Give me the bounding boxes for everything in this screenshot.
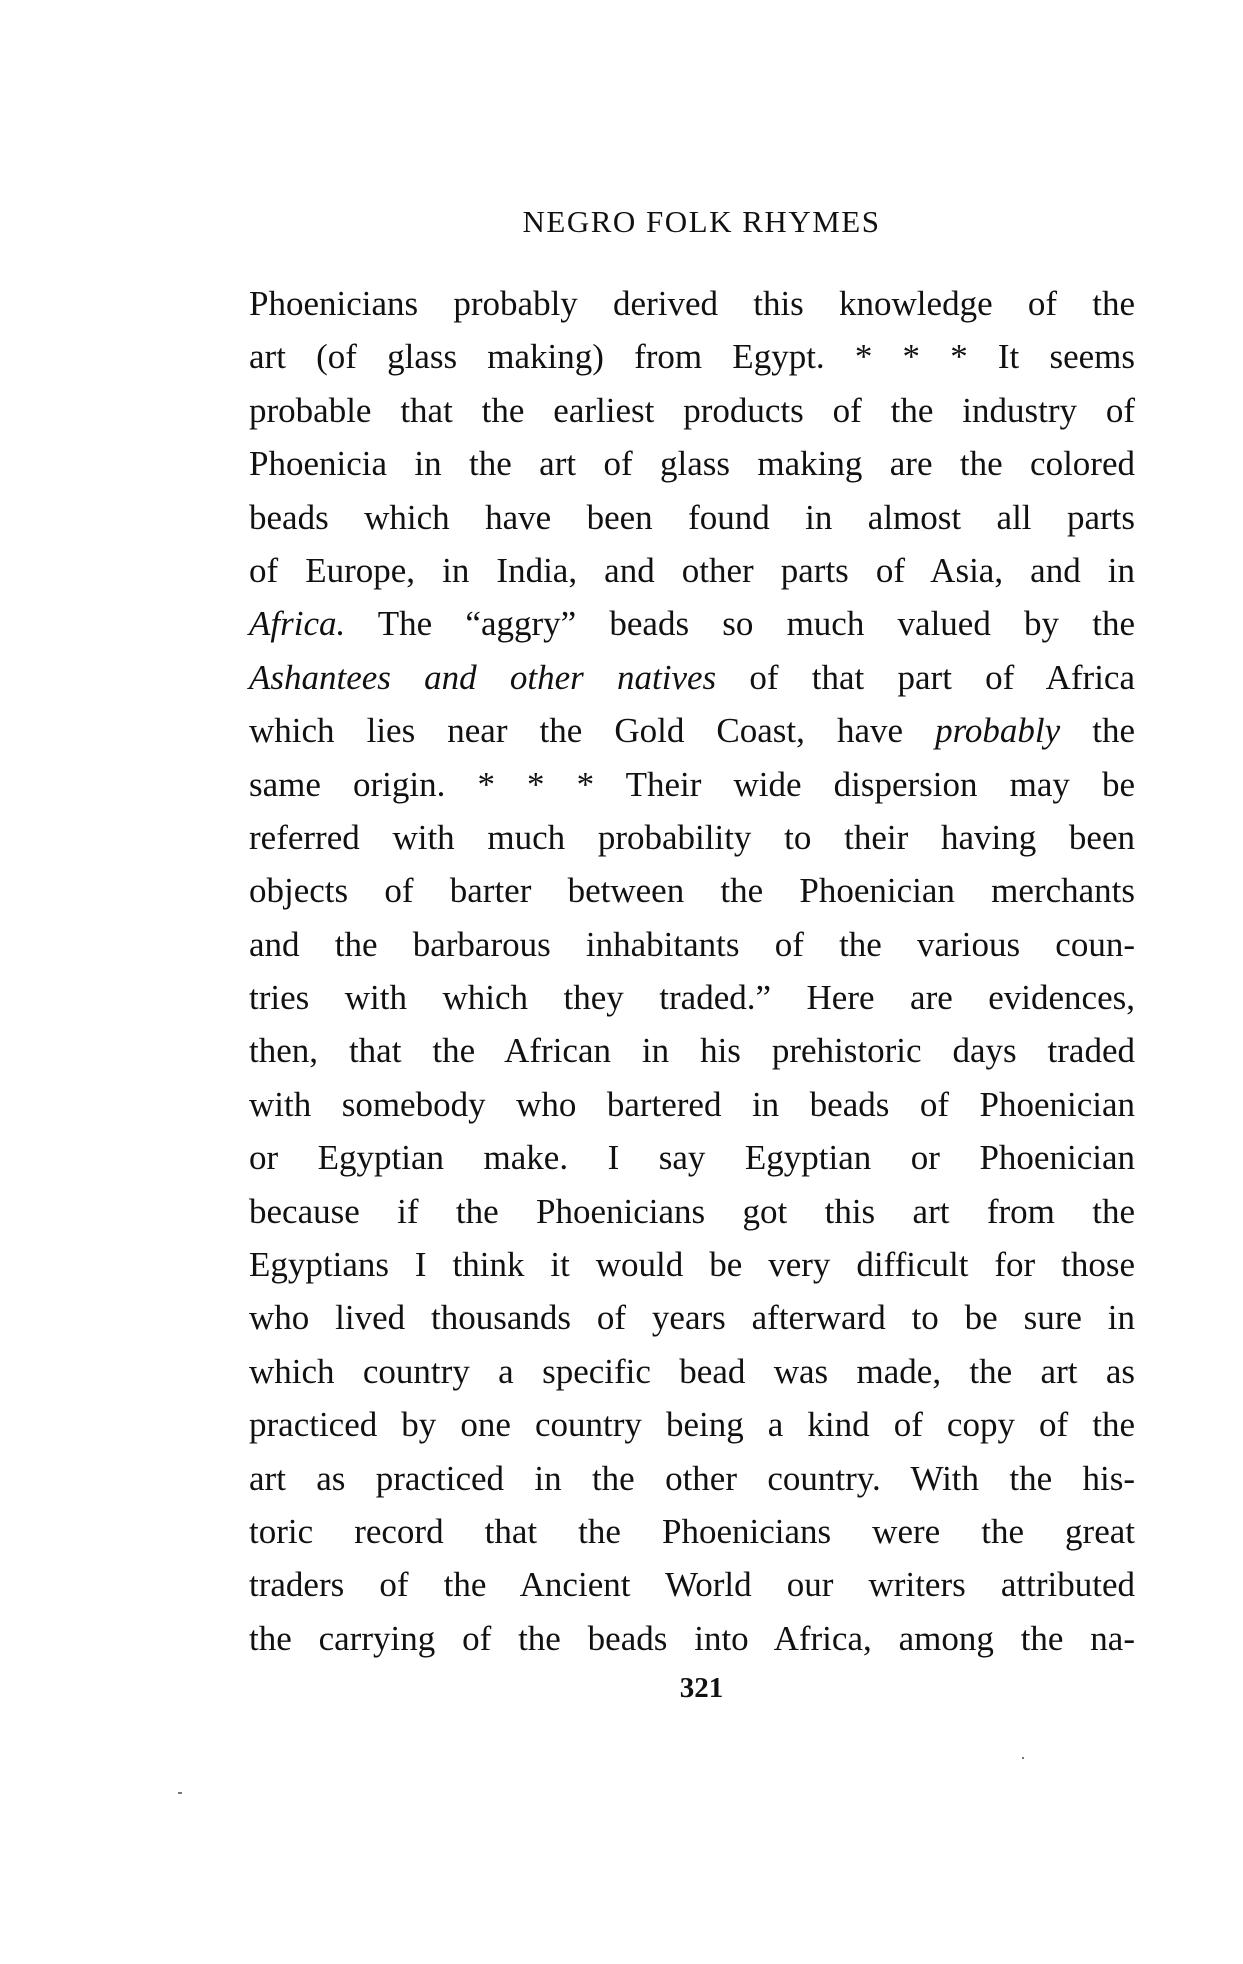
text-line xyxy=(249,384,1135,437)
text-line xyxy=(249,864,1135,917)
text-line xyxy=(249,1452,1135,1505)
text-segment: Egyptians I think it would be very difficult for those xyxy=(249,1245,1135,1285)
text-line xyxy=(249,1024,1135,1077)
text-segment: of Europe, in India, and other parts of Asia, and in xyxy=(249,550,1135,590)
text-segment: Phoenicians probably derived this knowledge of the xyxy=(249,284,1135,323)
text-line xyxy=(249,918,1135,971)
text-segment: the carrying of the beads into Africa, among the na- xyxy=(249,1618,1135,1658)
text-line xyxy=(249,971,1135,1024)
text-segment: with somebody who bartered in beads of Phoenician xyxy=(249,1084,1135,1124)
text-line xyxy=(249,1558,1135,1611)
text-segment: objects of barter between the Phoenician merchants xyxy=(249,871,1135,911)
text-line xyxy=(249,1131,1135,1184)
text-segment: toric record that the Phoenicians were the great xyxy=(249,1511,1135,1551)
body-text xyxy=(249,277,1135,1665)
text-line xyxy=(249,704,1135,757)
text-segment: beads which have been found in almost all parts xyxy=(249,497,1135,537)
text-line xyxy=(249,544,1135,597)
text-line xyxy=(249,1505,1135,1558)
text-segment: who lived thousands of years afterward to be sure in xyxy=(249,1298,1135,1338)
text-line xyxy=(249,1238,1135,1291)
text-segment: tries with which they traded.” Here are evidences, xyxy=(249,978,1135,1018)
text-line xyxy=(249,651,1135,704)
text-segment: of that part of Africa xyxy=(716,657,1136,697)
italic-text: Africa. xyxy=(249,604,346,644)
text-segment: traders of the Ancient World our writers attributed xyxy=(249,1565,1135,1605)
text-segment: practiced by one country being a kind of copy of the xyxy=(249,1405,1135,1445)
text-segment: or Egyptian make. I say Egyptian or Phoenician xyxy=(249,1138,1135,1178)
text-segment: because if the Phoenicians got this art from the xyxy=(249,1191,1135,1231)
text-segment: art as practiced in the other country. With the his- xyxy=(249,1458,1135,1498)
italic-text: Ashantees and other natives xyxy=(249,657,717,697)
text-segment: The “aggry” beads so much valued by the xyxy=(345,604,1135,644)
text-line xyxy=(249,1078,1135,1131)
text-segment: art (of glass making) from Egypt. * * * It seems xyxy=(249,337,1135,377)
text-line xyxy=(249,1185,1135,1238)
text-segment: the xyxy=(1060,711,1135,751)
text-segment: probable that the earliest products of the industry of xyxy=(249,390,1135,430)
page-number: 321 xyxy=(679,1672,724,1704)
text-segment: which country a specific bead was made, the art as xyxy=(249,1351,1135,1391)
text-segment: referred with much probability to their having been xyxy=(249,817,1135,857)
text-line xyxy=(249,811,1135,864)
text-segment: then, that the African in his prehistoric days traded xyxy=(249,1031,1135,1071)
text-line xyxy=(249,1398,1135,1451)
text-line xyxy=(249,437,1135,490)
text-line xyxy=(249,1291,1135,1344)
text-line xyxy=(249,597,1135,650)
running-header: NEGRO FOLK RHYMES xyxy=(522,204,881,239)
text-line xyxy=(249,491,1135,544)
text-segment: Phoenicia in the art of glass making are the colored xyxy=(249,444,1135,484)
italic-text: probably xyxy=(935,711,1061,751)
text-line xyxy=(249,330,1135,383)
text-segment: which lies near the Gold Coast, have xyxy=(249,711,936,751)
text-segment: and the barbarous inhabitants of the various coun- xyxy=(249,924,1135,964)
text-line xyxy=(249,758,1135,811)
scan-speck xyxy=(178,1792,182,1794)
text-line xyxy=(249,1612,1135,1665)
text-segment: same origin. * * * Their wide dispersion may be xyxy=(249,764,1135,804)
text-line xyxy=(249,277,1135,330)
scan-speck xyxy=(1022,1757,1024,1759)
text-line xyxy=(249,1345,1135,1398)
